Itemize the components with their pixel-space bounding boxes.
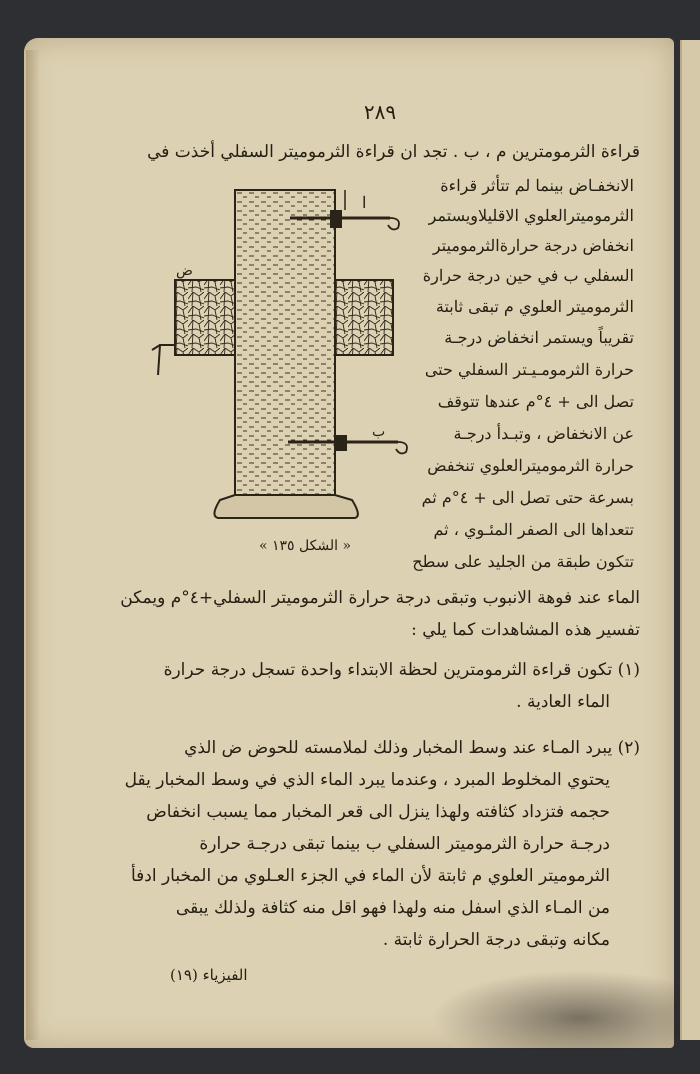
cylinder-base bbox=[214, 495, 357, 518]
wrap-line: بسرعة حتى تصل الى + ٤°م ثم bbox=[421, 488, 634, 507]
wrap-line: الانخفـاض بينما لم تتأثر قراءة bbox=[440, 176, 634, 195]
point-2-line: مكانه وتبقى درجة الحرارة ثابتة . bbox=[382, 930, 610, 950]
wrap-line: السفلي ب في حين درجة حرارة bbox=[422, 266, 634, 285]
wrap-line: الثرموميترالعلوي الاقليلاويستمر bbox=[428, 206, 634, 225]
wrap-line: حرارة الثرموميترالعلوي تنخفض bbox=[427, 456, 634, 475]
point-2-line: حجمه فتزداد كثافته ولهذا ينزل الى قعر المخبار مما يسبب انخفاض bbox=[146, 802, 610, 822]
label-upper: ا bbox=[362, 193, 367, 212]
wrap-line: عن الانخفاض ، وتبـدأ درجـة bbox=[453, 424, 634, 443]
basin-right bbox=[335, 280, 393, 355]
point-2-line: من المـاء الذي اسفل منه ولهذا فهو اقل منه كثافة ولذلك يبقى bbox=[175, 898, 610, 918]
point-1-line: (١) تكون قراءة الثرمومترين لحظة الابتداء واحدة تسجل درجة حرارة bbox=[163, 660, 640, 680]
label-basin: ض bbox=[176, 263, 193, 279]
wrap-line: تقريباً ويستمر انخفاض درجـة bbox=[444, 328, 634, 347]
next-page-edge bbox=[680, 40, 700, 1040]
cylinder bbox=[235, 190, 335, 495]
page-number: ٢٨٩ bbox=[363, 100, 397, 124]
drain-tap bbox=[152, 345, 175, 375]
paragraph-line: تفسير هذه المشاهدات كما يلي : bbox=[411, 620, 640, 640]
footer-signature: الفيزياء (١٩) bbox=[170, 966, 248, 984]
point-1-line: الماء العادية . bbox=[516, 692, 610, 712]
wrap-line: تتكون طبقة من الجليد على سطح bbox=[412, 552, 634, 571]
point-2-line: يحتوي المخلوط المبرد ، وعندما يبرد الماء الذي في وسط المخبار يقل bbox=[124, 770, 610, 790]
figure-hope-apparatus bbox=[140, 180, 420, 525]
finger-shadow bbox=[430, 970, 680, 1050]
figure-caption: « الشكل ١٣٥ » bbox=[258, 538, 352, 554]
point-2-line: الثرموميتر العلوي م ثابتة لأن الماء في الجزء العـلوي من المخبار ادفأ bbox=[130, 866, 610, 886]
wrap-line: تتعداها الى الصفر المئـوي ، ثم bbox=[433, 520, 634, 539]
basin-left bbox=[175, 280, 235, 355]
label-lower: ب bbox=[372, 424, 386, 440]
paragraph-line: قراءة الثرمومترين م ، ب . تجد ان قراءة الثرموميتر السفلي أخذت في bbox=[147, 142, 640, 162]
wrap-line: الثرموميتر العلوي م تبقى ثابتة bbox=[435, 297, 634, 316]
paragraph-line: الماء عند فوهة الانبوب وتبقى درجة حرارة الثرموميتر السفلي+٤°م ويمكن bbox=[120, 588, 640, 608]
point-2-line: درجـة حرارة الثرموميتر السفلي ب بينما تبقى درجـة حرارة bbox=[199, 834, 610, 854]
wrap-line: تصل الى + ٤°م عندها تتوقف bbox=[437, 392, 634, 411]
wrap-line: انخفاض درجة حرارةالثرموميتر bbox=[432, 236, 634, 255]
page-gutter bbox=[26, 50, 40, 1040]
wrap-line: حرارة الثرمومـيـتر السفلي حتى bbox=[424, 360, 634, 379]
point-2-line: (٢) يبرد المـاء عند وسط المخبار وذلك لملامسته للحوض ض الذي bbox=[184, 738, 640, 758]
